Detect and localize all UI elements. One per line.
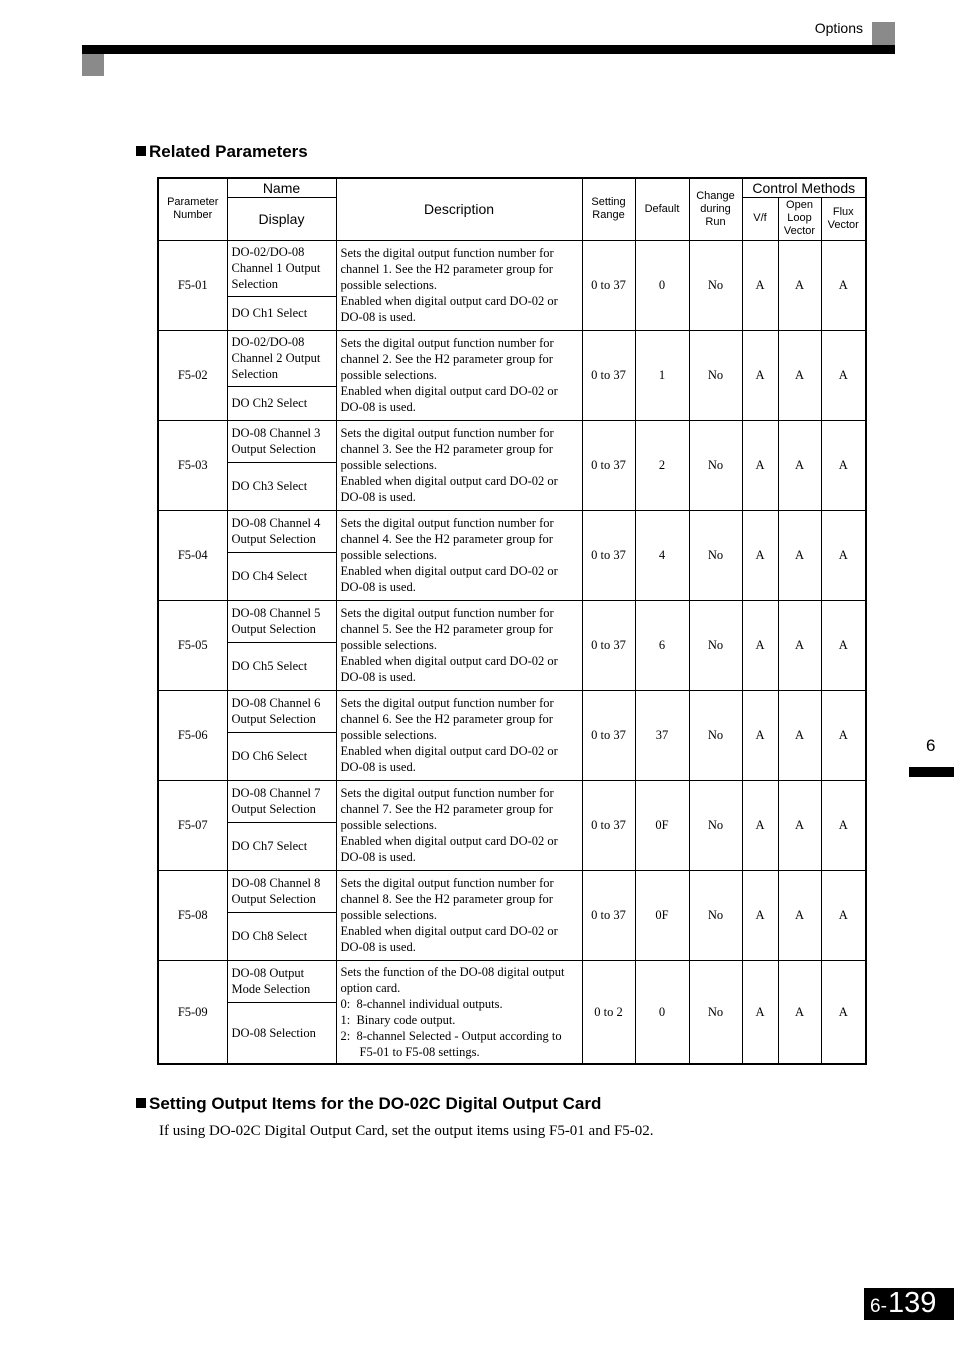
header-change-during-run: Change during Run — [689, 178, 742, 240]
parameter-table — [157, 177, 867, 1065]
param-change-during-run: No — [689, 510, 742, 600]
param-name: DO-08 Channel 5 Output Selection — [227, 600, 336, 642]
param-flux-vector: A — [821, 510, 866, 600]
param-setting-range: 0 to 37 — [582, 240, 635, 330]
param-number: F5-07 — [158, 780, 227, 870]
param-vf: A — [742, 960, 778, 1064]
param-number: F5-09 — [158, 960, 227, 1064]
description-note: Enabled when digital output card DO-02 or DO-08 is used. — [340, 924, 558, 954]
description-text: Sets the digital output function number for channel 8. See the H2 parameter group for possible selections. — [340, 876, 554, 922]
header-description: Description — [336, 178, 582, 240]
param-flux-vector: A — [821, 780, 866, 870]
param-flux-vector: A — [821, 420, 866, 510]
header-flux-vector: Flux Vector — [821, 197, 866, 240]
param-change-during-run: No — [689, 870, 742, 960]
square-bullet-icon — [136, 146, 146, 156]
param-description — [336, 960, 582, 1064]
param-open-loop-vector: A — [778, 510, 821, 600]
param-name: DO-08 Channel 6 Output Selection — [227, 690, 336, 732]
param-number: F5-03 — [158, 420, 227, 510]
param-vf: A — [742, 420, 778, 510]
header-parameter-number: Parameter Number — [158, 178, 227, 240]
param-description — [336, 870, 582, 960]
param-setting-range: 0 to 37 — [582, 510, 635, 600]
param-vf: A — [742, 240, 778, 330]
param-change-during-run: No — [689, 600, 742, 690]
param-display: DO-08 Selection — [227, 1002, 336, 1064]
param-number: F5-02 — [158, 330, 227, 420]
param-number: F5-06 — [158, 690, 227, 780]
param-setting-range: 0 to 2 — [582, 960, 635, 1064]
option-item: 0: 8-channel individual outputs. — [340, 996, 503, 1011]
option-item: 2: 8-channel Selected - Output according to F5-01 to F5-08 settings. — [340, 1028, 562, 1059]
description-note: Enabled when digital output card DO-02 or DO-08 is used. — [340, 474, 558, 504]
header-marker-square-left — [82, 54, 104, 76]
param-open-loop-vector: A — [778, 240, 821, 330]
param-number: F5-05 — [158, 600, 227, 690]
param-name: DO-08 Output Mode Selection — [227, 960, 336, 1002]
param-display: DO Ch8 Select — [227, 912, 336, 960]
param-open-loop-vector: A — [778, 420, 821, 510]
param-description — [336, 690, 582, 780]
section-heading-related-parameters — [136, 142, 308, 162]
param-display: DO Ch7 Select — [227, 822, 336, 870]
section-heading-text: Setting Output Items for the DO-02C Digital Output Card — [149, 1094, 602, 1113]
header-open-loop-vector: Open Loop Vector — [778, 197, 821, 240]
param-default: 6 — [635, 600, 689, 690]
param-open-loop-vector: A — [778, 690, 821, 780]
param-vf: A — [742, 690, 778, 780]
table-header — [158, 178, 866, 240]
param-setting-range: 0 to 37 — [582, 690, 635, 780]
body-paragraph: If using DO-02C Digital Output Card, set the output items using F5-01 and F5-02. — [159, 1123, 654, 1139]
param-display: DO Ch3 Select — [227, 462, 336, 510]
param-name: DO-08 Channel 7 Output Selection — [227, 780, 336, 822]
param-display: DO Ch5 Select — [227, 642, 336, 690]
param-setting-range: 0 to 37 — [582, 330, 635, 420]
param-name: DO-08 Channel 3 Output Selection — [227, 420, 336, 462]
param-vf: A — [742, 780, 778, 870]
param-default: 0F — [635, 870, 689, 960]
description-text: Sets the digital output function number for channel 7. See the H2 parameter group for possible selections. — [340, 786, 554, 832]
param-default: 4 — [635, 510, 689, 600]
description-text: Sets the digital output function number for channel 3. See the H2 parameter group for possible selections. — [340, 426, 554, 472]
param-vf: A — [742, 870, 778, 960]
param-open-loop-vector: A — [778, 870, 821, 960]
param-flux-vector: A — [821, 690, 866, 780]
param-flux-vector: A — [821, 240, 866, 330]
description-note: Enabled when digital output card DO-02 or DO-08 is used. — [340, 294, 558, 324]
param-description — [336, 600, 582, 690]
description-text: Sets the digital output function number for channel 5. See the H2 parameter group for possible selections. — [340, 606, 554, 652]
param-open-loop-vector: A — [778, 960, 821, 1064]
param-flux-vector: A — [821, 960, 866, 1064]
param-description — [336, 780, 582, 870]
description-text: Sets the digital output function number for channel 4. See the H2 parameter group for possible selections. — [340, 516, 554, 562]
param-default: 37 — [635, 690, 689, 780]
param-vf: A — [742, 510, 778, 600]
header-name: Name — [227, 178, 336, 197]
param-open-loop-vector: A — [778, 330, 821, 420]
param-open-loop-vector: A — [778, 600, 821, 690]
param-default: 0 — [635, 960, 689, 1064]
param-description — [336, 330, 582, 420]
param-change-during-run: No — [689, 690, 742, 780]
description-note: Enabled when digital output card DO-02 or DO-08 is used. — [340, 564, 558, 594]
section-header-label: Options — [814, 20, 863, 36]
header-setting-range: Setting Range — [582, 178, 635, 240]
description-text: Sets the function of the DO-08 digital output option card. — [340, 964, 565, 995]
param-flux-vector: A — [821, 600, 866, 690]
description-text: Sets the digital output function number for channel 2. See the H2 parameter group for possible selections. — [340, 336, 554, 382]
section-heading-text: Related Parameters — [149, 142, 308, 161]
chapter-number: 6 — [926, 736, 936, 755]
param-open-loop-vector: A — [778, 780, 821, 870]
header-default: Default — [635, 178, 689, 240]
page-number-box — [864, 1288, 954, 1320]
param-vf: A — [742, 330, 778, 420]
param-name: DO-08 Channel 4 Output Selection — [227, 510, 336, 552]
param-setting-range: 0 to 37 — [582, 870, 635, 960]
chapter-tab-bar — [909, 767, 954, 777]
table-body — [158, 240, 866, 1064]
page-number-prefix: 6- — [870, 1296, 887, 1317]
description-note: Enabled when digital output card DO-02 or DO-08 is used. — [340, 834, 558, 864]
param-number: F5-04 — [158, 510, 227, 600]
option-item: 1: Binary code output. — [340, 1012, 456, 1027]
param-name: DO-02/DO-08 Channel 2 Output Selection — [227, 330, 336, 386]
header-control-methods: Control Methods — [742, 178, 866, 197]
description-note: Enabled when digital output card DO-02 or DO-08 is used. — [340, 654, 558, 684]
param-display: DO Ch1 Select — [227, 296, 336, 330]
param-change-during-run: No — [689, 780, 742, 870]
param-description — [336, 510, 582, 600]
param-change-during-run: No — [689, 420, 742, 510]
param-default: 1 — [635, 330, 689, 420]
param-display: DO Ch2 Select — [227, 386, 336, 420]
param-flux-vector: A — [821, 330, 866, 420]
param-flux-vector: A — [821, 870, 866, 960]
param-setting-range: 0 to 37 — [582, 420, 635, 510]
description-note: Enabled when digital output card DO-02 or DO-08 is used. — [340, 384, 558, 414]
param-default: 2 — [635, 420, 689, 510]
param-change-during-run: No — [689, 960, 742, 1064]
page-number: 139 — [888, 1287, 937, 1319]
param-description — [336, 240, 582, 330]
param-name: DO-08 Channel 8 Output Selection — [227, 870, 336, 912]
param-default: 0 — [635, 240, 689, 330]
param-setting-range: 0 to 37 — [582, 780, 635, 870]
param-display: DO Ch6 Select — [227, 732, 336, 780]
param-display: DO Ch4 Select — [227, 552, 336, 600]
square-bullet-icon — [136, 1098, 146, 1108]
section-heading-do02c — [136, 1094, 601, 1114]
param-vf: A — [742, 600, 778, 690]
description-note: Enabled when digital output card DO-02 or DO-08 is used. — [340, 744, 558, 774]
param-change-during-run: No — [689, 330, 742, 420]
param-default: 0F — [635, 780, 689, 870]
param-setting-range: 0 to 37 — [582, 600, 635, 690]
header-marker-square — [872, 22, 895, 45]
description-text: Sets the digital output function number for channel 6. See the H2 parameter group for possible selections. — [340, 696, 554, 742]
param-name: DO-02/DO-08 Channel 1 Output Selection — [227, 240, 336, 296]
param-change-during-run: No — [689, 240, 742, 330]
param-number: F5-01 — [158, 240, 227, 330]
description-text: Sets the digital output function number for channel 1. See the H2 parameter group for possible selections. — [340, 246, 554, 292]
param-number: F5-08 — [158, 870, 227, 960]
header-display: Display — [227, 197, 336, 240]
param-description — [336, 420, 582, 510]
header-vf: V/f — [742, 197, 778, 240]
header-rule — [82, 45, 895, 54]
